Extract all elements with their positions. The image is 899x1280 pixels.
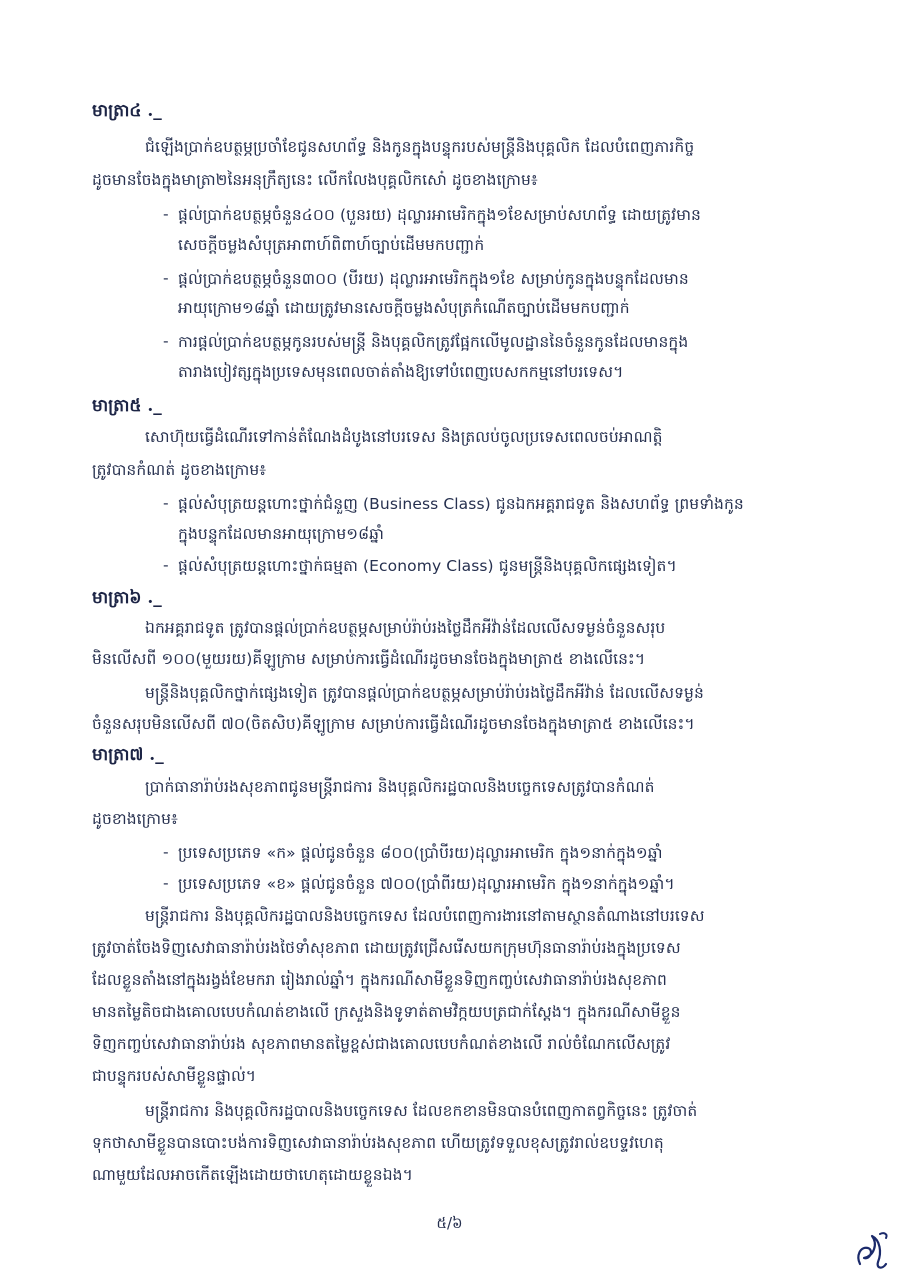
article-5-heading: មាត្រា៥ ._ (92, 396, 162, 416)
bullet-dash: - (163, 205, 169, 223)
article-4-intro-line-1: ជំឡើងប្រាក់ឧបត្ថម្ភប្រចាំខែជូនសហព័ទ្ធ និងកូនក្នុងបន្ទុករបស់មន្ត្រីនិងបុគ្គលិក ដែលបំពេញភារកិច្ច (145, 138, 695, 156)
article-4-bullet-3-line-1: ការផ្តល់ប្រាក់ឧបត្ថម្ភកូនរបស់មន្ត្រី និងបុគ្គលិកត្រូវផ្អែកលើមូលដ្ឋាននៃចំនួនកូនដែលមានក្នុង (178, 333, 689, 351)
article-7-para-2-line-3: ណាមួយដែលអាចកើតឡើងដោយថាហេតុដោយខ្លួនឯង។ (92, 1166, 413, 1184)
bullet-dash: - (163, 874, 169, 892)
article-5-intro-line-1: សោហ៊ុយធ្វើដំណើរទៅកាន់តំណែងដំបូងនៅបរទេស និងត្រលប់ចូលប្រទេសពេលចប់អាណត្តិ (145, 428, 663, 446)
article-6-para-2-line-2: ចំនួនសរុបមិនលើសពី ៧០(ចិតសិប)គីឡូក្រាម សម្រាប់ការធ្វើដំណើរដូចមានចែងក្នុងមាត្រា៥ ខាងលើនេះ។ (92, 715, 695, 733)
article-7-para-1-line-1: មន្ត្រីរាជការ និងបុគ្គលិករដ្ឋបាលនិងបច្ចេកទេស ដែលបំពេញការងារនៅតាមស្ថានតំណាងនៅបរទេស (145, 907, 705, 925)
article-6-heading: មាត្រា៦ ._ (92, 588, 162, 608)
article-4-bullet-1-line-1: ផ្តល់ប្រាក់ឧបត្ថម្ភចំនួន៤០០ (បួនរយ) ដុល្លារអាមេរិកក្នុង១ខែសម្រាប់សហព័ទ្ធ ដោយត្រូវមាន (178, 206, 701, 224)
article-7-para-1-line-6: ជាបន្ទុករបស់សាមីខ្លួនផ្ទាល់។ (92, 1067, 257, 1085)
article-4-intro-line-2: ដូចមានចែងក្នុងមាត្រា២នៃអនុក្រឹត្យនេះ លើកលែងបុគ្គលិកសោ៎ ដូចខាងក្រោម៖ (92, 171, 538, 189)
article-7-para-1-line-5: ទិញកញ្ចប់សេវាធានារ៉ាប់រង សុខភាពមានតម្លៃខ្ពស់ជាងគោលបេបកំណត់ខាងលើ រាល់ចំណែកលើសត្រូវ (92, 1035, 671, 1053)
article-7-para-1-line-3: ដែលខ្លួនតាំងនៅក្នុងរង្វង់ខែមករា រៀងរាល់ឆ្នាំ។ ក្នុងករណីសាមីខ្លួនទិញកញ្ចប់សេវាធានារ៉ាប់រងសុខភាព (92, 971, 667, 989)
bullet-dash: - (163, 843, 169, 861)
article-5-bullet-1-line-2: ក្នុងបន្ទុកដែលមានអាយុក្រោម១៨ឆ្នាំ (178, 525, 385, 543)
article-4-bullet-3-line-2: តារាងបៀវត្សក្នុងប្រទេសមុនពេលចាត់តាំងឱ្យទៅបំពេញបេសកកម្មនៅបរទេស។ (178, 363, 624, 381)
bullet-dash: - (163, 494, 169, 512)
article-5-bullet-2-line-1: ផ្តល់សំបុត្រយន្តហោះថ្នាក់ធម្មតា (Economy Class) ជូនមន្ត្រីនិងបុគ្គលិកផ្សេងទៀត។ (178, 557, 677, 575)
page-number: ៥/៦ (436, 1214, 463, 1232)
article-7-bullet-2: ប្រទេសប្រភេទ «ខ» ផ្តល់ជូនចំនួន ៧០០(ប្រាំពីរយ)ដុល្លារអាមេរិក ក្នុង១នាក់ក្នុង១ឆ្នាំ។ (178, 875, 675, 893)
article-7-para-1-line-2: ត្រូវចាត់ចែងទិញសេវាធានារ៉ាប់រងថៃទាំសុខភាព ដោយត្រូវជ្រើសរើសយកក្រុមហ៊ុនធានារ៉ាប់រងក្នុងប្រទេស (92, 939, 681, 957)
bullet-dash: - (163, 556, 169, 574)
bullet-dash: - (163, 269, 169, 287)
article-5-bullet-1-line-1: ផ្តល់សំបុត្រយន្តហោះថ្នាក់ជំនួញ (Business Class) ជូនឯកអគ្គរាជទូត និងសហព័ទ្ធ ព្រមទាំងកូន (178, 495, 744, 513)
article-4-bullet-1-line-2: សេចក្តីចម្លងសំបុត្រអាពាហ៍ពិពាហ៍ច្បាប់ដើមមកបញ្ជាក់ (178, 236, 485, 254)
article-7-intro-line-2: ដូចខាងក្រោម៖ (92, 810, 178, 828)
article-7-para-2-line-1: មន្ត្រីរាជការ និងបុគ្គលិករដ្ឋបាលនិងបច្ចេកទេស ដែលខកខានមិនបានបំពេញកាតព្វកិច្ចនេះ ត្រូវចាត់ (145, 1102, 698, 1120)
bullet-dash: - (163, 332, 169, 350)
article-6-para-1-line-2: មិនលើសពី ១០០(មួយរយ)គីឡូក្រាម សម្រាប់ការធ្វើដំណើរដូចមានចែងក្នុងមាត្រា៥ ខាងលើនេះ។ (92, 650, 646, 668)
article-4-heading: មាត្រា៤ ._ (92, 101, 162, 121)
article-4-bullet-2-line-2: អាយុក្រោម១៨ឆ្នាំ ដោយត្រូវមានសេចក្តីចម្លងសំបុត្រកំណើតច្បាប់ដើមមកបញ្ជាក់ (178, 299, 630, 317)
article-7-para-1-line-4: មានតម្លៃតិចជាងគោលបេបកំណត់ខាងលើ ក្រសួងនិងទូទាត់តាមវិក្កយបត្រជាក់ស្តែង។ ក្នុងករណីសាមីខ្លួន (92, 1003, 681, 1021)
article-4-bullet-2-line-1: ផ្តល់ប្រាក់ឧបត្ថម្ភចំនួន៣០០ (បីរយ) ដុល្លារអាមេរិកក្នុង១ខែ សម្រាប់កូនក្នុងបន្ទុកដែលមាន (178, 270, 689, 288)
handwritten-initial-mark (852, 1226, 892, 1274)
article-7-para-2-line-2: ទុកថាសាមីខ្លួនបានបោះបង់ការទិញសេវាធានារ៉ាប់រងសុខភាព ហើយត្រូវទទួលខុសត្រូវរាល់ឧបទ្ទវហេតុ (92, 1134, 664, 1152)
article-7-heading: មាត្រា៧ ._ (92, 745, 164, 765)
article-7-intro-line-1: ប្រាក់ធានារ៉ាប់រងសុខភាពជូនមន្ត្រីរាជការ និងបុគ្គលិករដ្ឋបាលនិងបច្ចេកទេសត្រូវបានកំណត់ (145, 778, 655, 796)
article-7-bullet-1: ប្រទេសប្រភេទ «ក» ផ្តល់ជូនចំនួន ៨០០(ប្រាំបីរយ)ដុល្លារអាមេរិក ក្នុង១នាក់ក្នុង១ឆ្នាំ (178, 844, 663, 862)
article-6-para-1-line-1: ឯកអគ្គរាជទូត ត្រូវបានផ្តល់ប្រាក់ឧបត្ថម្ភសម្រាប់រ៉ាប់រងថ្លៃដឹកអីវ៉ាន់ដែលលើសទម្ងន់ចំនួនសរុប (145, 619, 666, 637)
article-6-para-2-line-1: មន្ត្រីនិងបុគ្គលិកថ្នាក់ផ្សេងទៀត ត្រូវបានផ្តល់ប្រាក់ឧបត្ថម្ភសម្រាប់រ៉ាប់រងថ្លៃដឹកអីវ៉ាន់ ដែលលើសទម្ងន់ (145, 684, 704, 702)
article-5-intro-line-2: ត្រូវបានកំណត់ ដូចខាងក្រោម៖ (92, 461, 267, 479)
